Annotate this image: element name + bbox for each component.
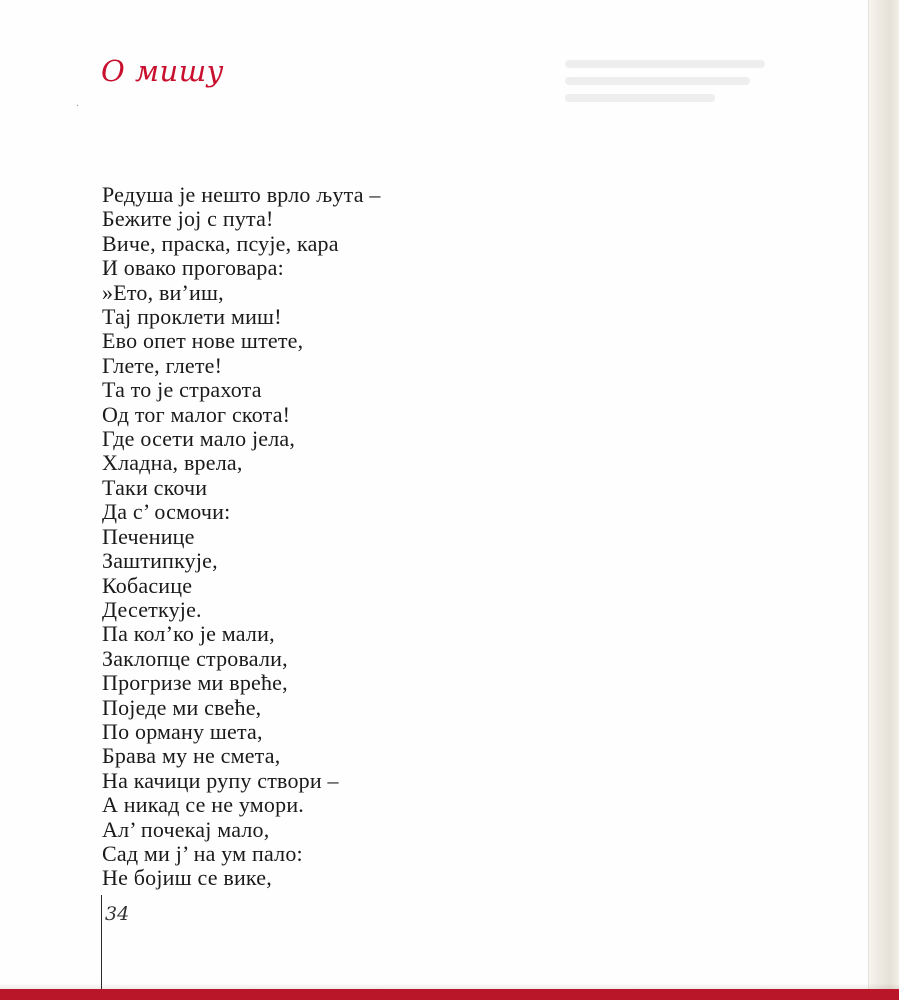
poem-line: И овако проговара: bbox=[102, 255, 284, 281]
poem-line: Тај проклети миш! bbox=[102, 304, 282, 330]
poem-line: Па кол’ко је мали, bbox=[102, 621, 275, 647]
poem-line: »Ето, ви’иш, bbox=[102, 279, 224, 305]
red-binding-edge bbox=[0, 989, 899, 1000]
poem-line: Брава му не смета, bbox=[102, 743, 281, 769]
poem-line: Заштипкује, bbox=[102, 548, 218, 574]
folio-rule bbox=[101, 895, 102, 990]
poem-line: Поједе ми свеће, bbox=[102, 694, 262, 720]
poem-line: По орману шета, bbox=[102, 718, 263, 744]
poem-line: Где осети мало јела, bbox=[102, 426, 296, 452]
poem-line: Виче, праска, псује, кара bbox=[102, 230, 339, 256]
poem-line: Бежите јој с пута! bbox=[102, 206, 274, 232]
poem-line: Редуша је нешто врло љута – bbox=[102, 182, 381, 207]
poem-line: Та то је страхота bbox=[102, 377, 262, 403]
poem-line: Ал’ почекај мало, bbox=[102, 816, 270, 842]
book-spine-edge bbox=[869, 0, 899, 1000]
show-through-text bbox=[565, 60, 785, 120]
poem-line: Хладна, врела, bbox=[102, 450, 243, 476]
page-title: О мишу bbox=[101, 54, 225, 88]
poem-line: Таки скочи bbox=[102, 474, 208, 500]
poem-text bbox=[102, 183, 381, 891]
poem-line: Ево опет нове штете, bbox=[102, 328, 304, 354]
page-number: 34 bbox=[105, 903, 130, 925]
poem-line: Прогризе ми вреће, bbox=[102, 670, 288, 696]
poem-line: Од тог малог скота! bbox=[102, 401, 291, 427]
poem-line: Не бојиш се вике, bbox=[102, 865, 272, 891]
ink-speck: · bbox=[76, 101, 80, 112]
poem-line: Кобасице bbox=[102, 572, 193, 598]
poem-line: Да с’ осмочи: bbox=[102, 499, 231, 525]
poem-line: Глете, глете! bbox=[102, 352, 223, 378]
poem-line: Десеткује. bbox=[102, 596, 202, 622]
poem-line: Печенице bbox=[102, 523, 195, 549]
poem-line: Сад ми ј’ на ум пало: bbox=[102, 840, 303, 866]
poem-line: Заклопце стровали, bbox=[102, 645, 288, 671]
poem-line: А никад се не умори. bbox=[102, 792, 304, 818]
poem-line: На качици рупу створи – bbox=[102, 767, 339, 793]
